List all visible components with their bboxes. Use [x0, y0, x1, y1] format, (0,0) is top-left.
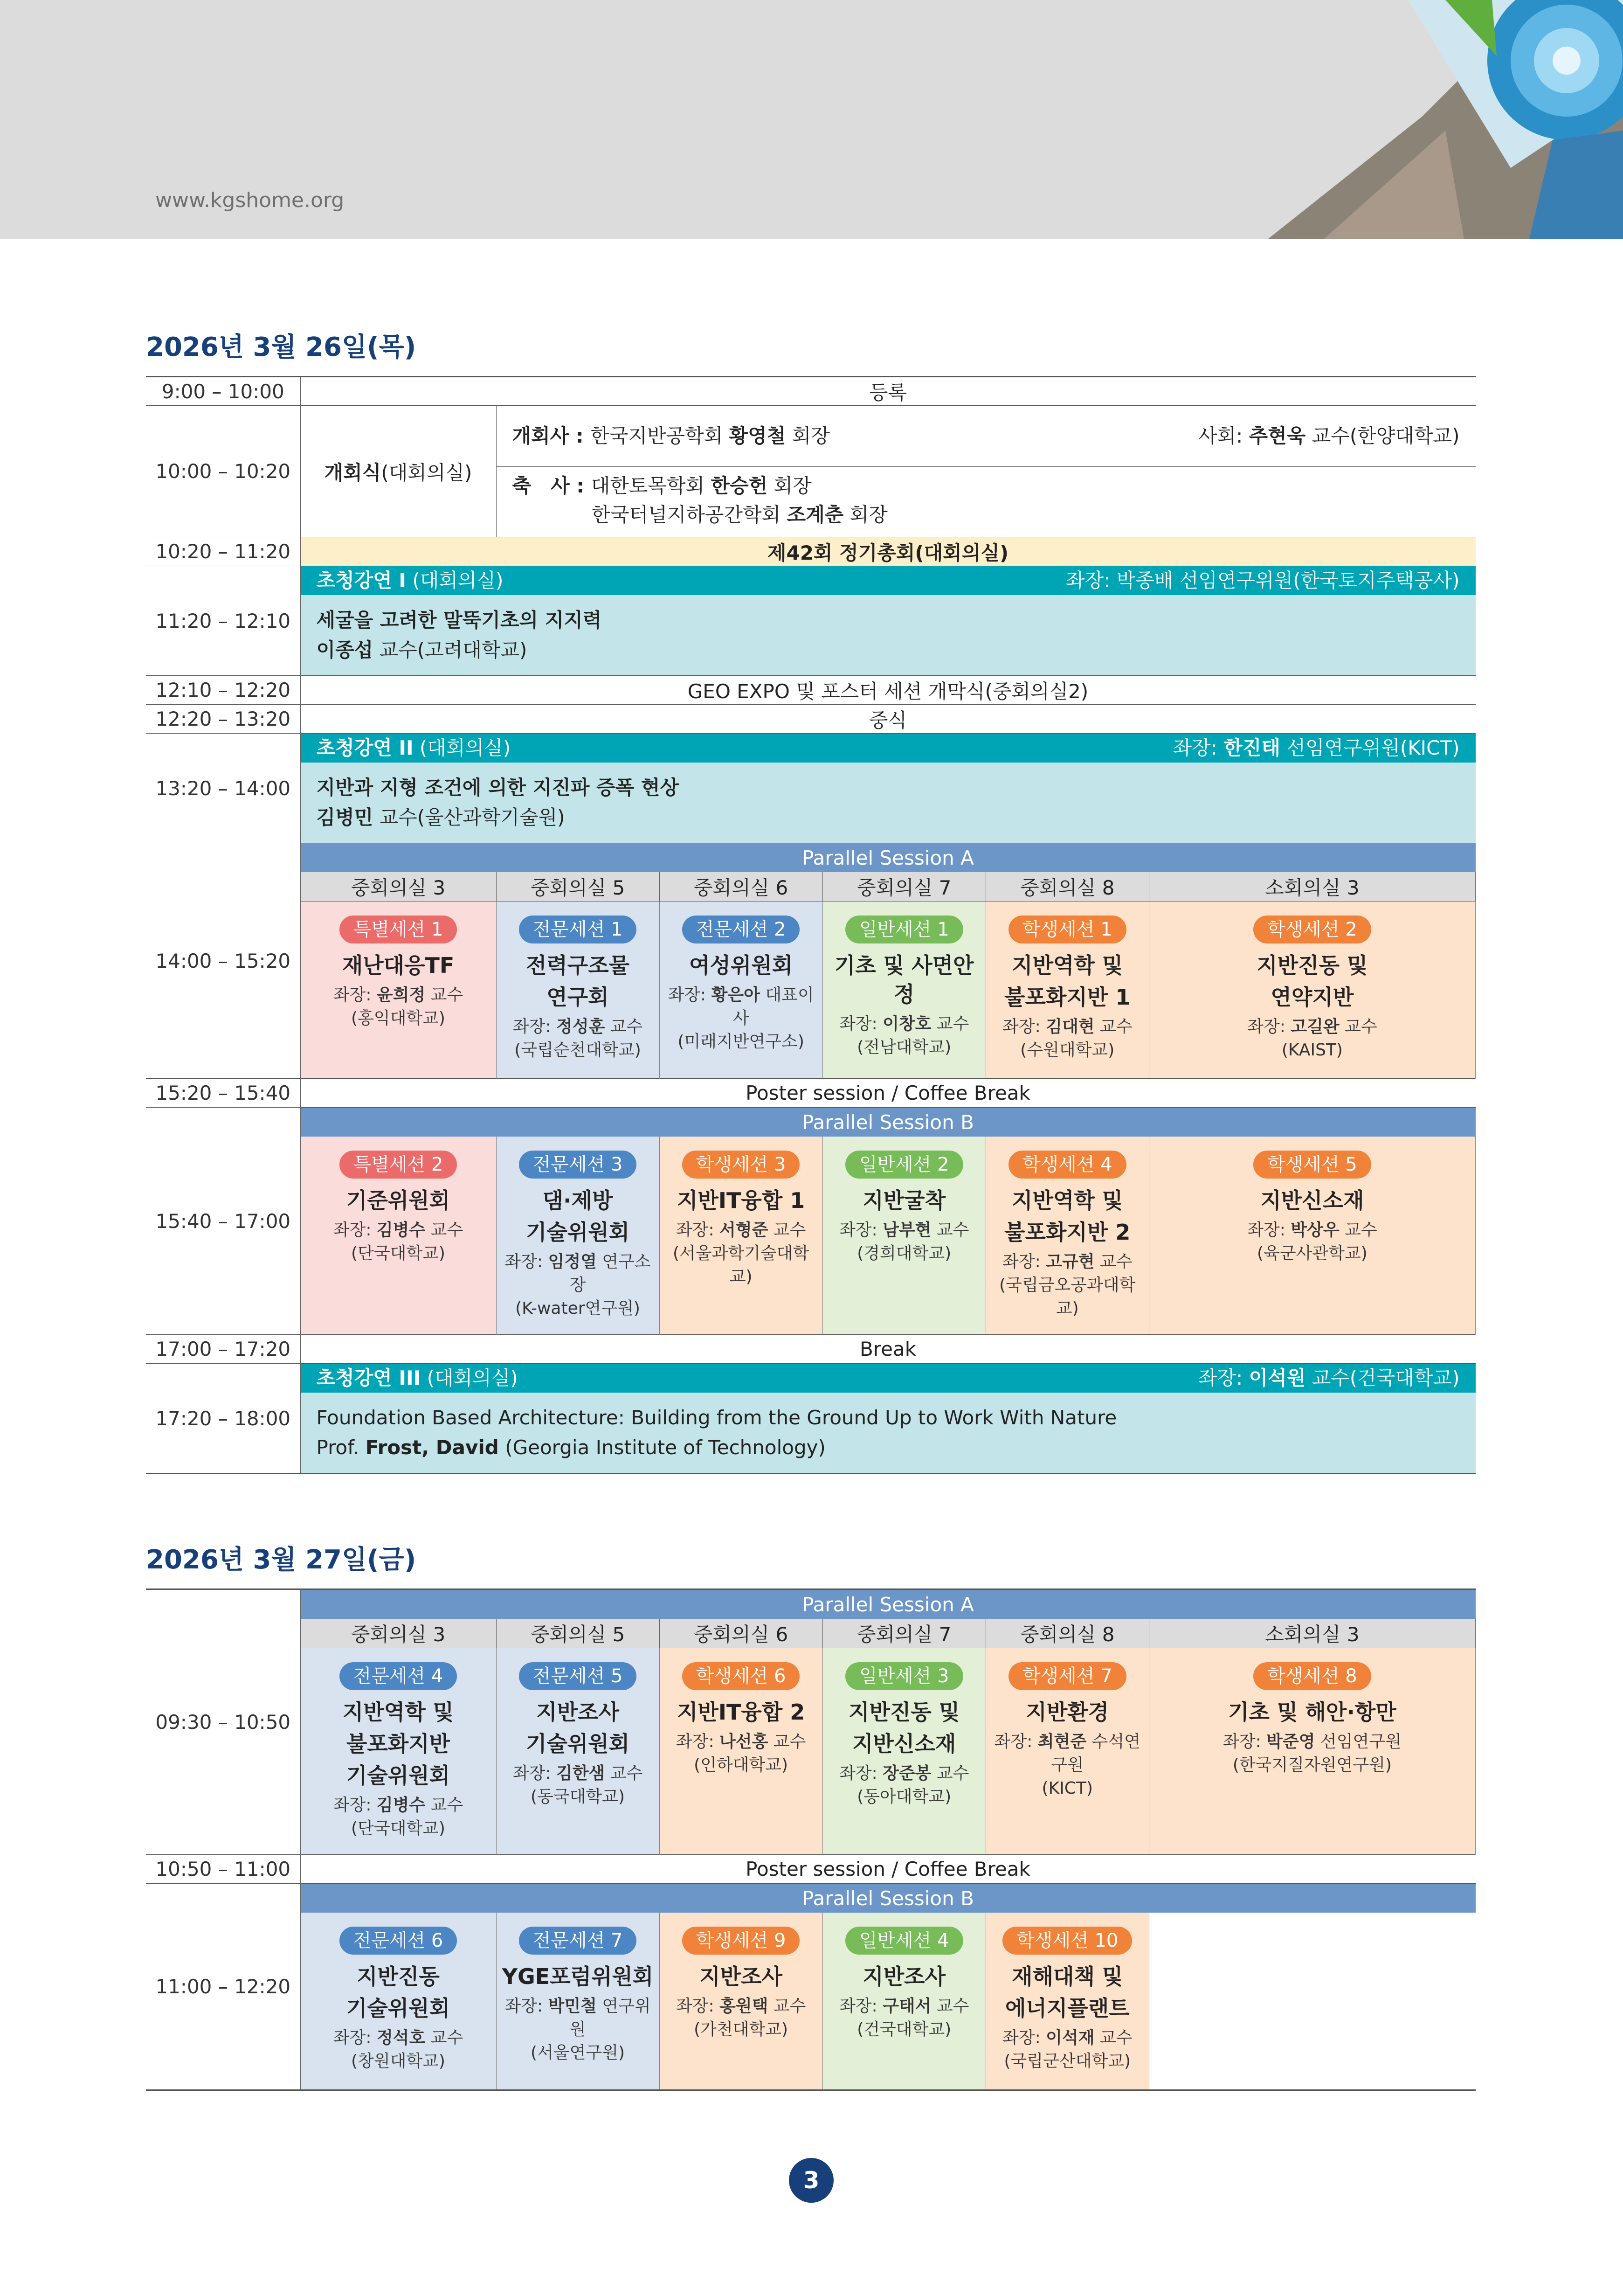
session-title: YGE포럼위원회	[502, 1964, 654, 1989]
d2-psB-sessions-row	[146, 1913, 1476, 2090]
room-label: 중회의실 8	[986, 872, 1149, 902]
session-cell	[986, 1137, 1149, 1335]
session-title: 지반조사	[699, 1964, 782, 1989]
session-cell	[986, 902, 1149, 1079]
room-label: 중회의실 7	[822, 1619, 986, 1648]
lunch-row	[146, 705, 1476, 734]
room-label: 중회의실 6	[659, 1619, 822, 1648]
day1-schedule-table	[146, 376, 1476, 1474]
session-chair: 좌장: 이석재 교수 (국립군산대학교)	[1002, 2028, 1133, 2071]
session-badge: 학생세션 7	[1008, 1662, 1126, 1690]
session-badge: 전문세션 5	[519, 1662, 637, 1690]
page-number: 3	[789, 2158, 834, 2203]
session-title: 지반굴착	[863, 1188, 946, 1213]
room-label: 소회의실 3	[1149, 872, 1475, 902]
page-header	[0, 0, 1623, 239]
session-cell	[1149, 902, 1475, 1079]
session-title: 지반IT융합 2	[677, 1699, 805, 1725]
parallel-session-a-label: Parallel Session A	[300, 843, 1476, 873]
session-title: 기술위원회	[346, 1996, 450, 2021]
parallel-session-a-label: Parallel Session A	[300, 1589, 1476, 1619]
session-cell	[496, 1137, 659, 1335]
session-cell	[300, 1648, 496, 1855]
room-label: 중회의실 8	[986, 1619, 1149, 1648]
session-title: 지반조사	[863, 1964, 946, 1989]
room-label: 중회의실 5	[496, 872, 659, 902]
session-cell	[659, 902, 822, 1079]
room-label: 중회의실 5	[496, 1619, 659, 1648]
parallel-session-b-label: Parallel Session B	[300, 1884, 1476, 1913]
session-title: 지반조사	[536, 1699, 619, 1725]
d2-psA-room-row	[146, 1619, 1476, 1648]
time-cell: 17:20 – 18:00	[146, 1364, 300, 1474]
session-badge: 일반세션 3	[845, 1662, 963, 1690]
session-chair: 좌장: 장준봉 교수 (동아대학교)	[839, 1764, 969, 1806]
session-title: 지반신소재	[852, 1731, 956, 1756]
room-label: 중회의실 3	[300, 1619, 496, 1648]
time-cell: 13:20 – 14:00	[146, 734, 300, 843]
poster-label: Poster session / Coffee Break	[300, 1855, 1476, 1884]
keynote2-header: 초청강연 II (대회의실) 좌장: 한진태 선임연구위원(KICT)	[300, 734, 1476, 763]
session-title: 연구회	[546, 985, 609, 1010]
session-cell	[822, 902, 986, 1079]
psA-bar-row	[146, 843, 1476, 873]
session-badge: 학생세션 2	[1253, 916, 1371, 943]
keynote2-chair: 좌장: 한진태 선임연구위원(KICT)	[1173, 736, 1460, 759]
time-cell: 11:00 – 12:20	[146, 1884, 300, 2090]
session-chair: 좌장: 남부현 교수 (경희대학교)	[839, 1221, 969, 1263]
psB-sessions-row	[146, 1137, 1476, 1335]
session-title: 지반IT융합 1	[677, 1188, 805, 1213]
session-chair: 좌장: 서형준 교수 (서울과학기술대학교)	[672, 1221, 809, 1286]
session-chair: 좌장: 정성훈 교수 (국립순천대학교)	[512, 1017, 643, 1060]
session-chair: 좌장: 김병수 교수 (단국대학교)	[333, 1796, 463, 1838]
session-title: 지반역학 및	[342, 1699, 454, 1725]
keynote3-row	[146, 1364, 1476, 1393]
session-badge: 일반세션 4	[845, 1927, 963, 1955]
session-title: 기초 및 해안·항만	[1228, 1699, 1396, 1725]
session-chair: 좌장: 김병수 교수 (단국대학교)	[333, 1221, 463, 1263]
lunch-label: 중식	[300, 705, 1476, 734]
session-title: 재해대책 및	[1012, 1964, 1123, 1989]
time-cell: 12:20 – 13:20	[146, 705, 300, 734]
psA-sessions-row	[146, 902, 1476, 1079]
opening-speech: 개회사 : 한국지반공학회 황영철 회장	[512, 424, 830, 447]
registration-label: 등록	[300, 377, 1476, 406]
day2-schedule-table	[146, 1588, 1476, 2091]
session-cell	[496, 1648, 659, 1855]
session-title: 연약지반	[1271, 985, 1354, 1010]
time-cell: 14:00 – 15:20	[146, 843, 300, 1079]
time-cell: 10:00 – 10:20	[146, 406, 300, 537]
keynote3-header: 초청강연 III (대회의실) 좌장: 이석원 교수(건국대학교)	[300, 1364, 1476, 1393]
keynote3-body-row	[146, 1393, 1476, 1474]
keynote2-body-row	[146, 763, 1476, 843]
session-cell	[1149, 1648, 1475, 1855]
general-assembly-label: 제42회 정기총회(대회의실)	[300, 537, 1476, 566]
keynote3-body	[300, 1393, 1476, 1474]
session-badge: 전문세션 6	[339, 1927, 457, 1955]
session-chair: 좌장: 최현준 수석연구원 (KICT)	[994, 1732, 1140, 1798]
session-title: 전력구조물	[525, 953, 630, 978]
session-chair: 좌장: 김한샘 교수 (동국대학교)	[512, 1764, 643, 1806]
d2-psA-sessions-row	[146, 1648, 1476, 1855]
d2-psA-bar-row	[146, 1589, 1476, 1619]
session-title: 기술위원회	[525, 1220, 630, 1245]
day2-title: 2026년 3월 27일(금)	[146, 1545, 416, 1575]
session-chair: 좌장: 박민철 연구위원 (서울연구원)	[504, 1997, 651, 2062]
session-title: 기술위원회	[525, 1731, 630, 1756]
general-assembly-row	[146, 537, 1476, 566]
keynote3-speaker: Prof. Frost, David (Georgia Institute of Technology)	[316, 1436, 826, 1459]
session-chair: 좌장: 고길완 교수 (KAIST)	[1247, 1017, 1377, 1060]
time-cell: 10:20 – 11:20	[146, 537, 300, 566]
session-title: 댐·제방	[542, 1188, 613, 1213]
session-chair: 좌장: 김대현 교수 (수원대학교)	[1002, 1017, 1133, 1060]
session-title: 불포화지반 1	[1004, 985, 1131, 1010]
psB-bar-row	[146, 1108, 1476, 1137]
session-badge: 일반세션 1	[845, 916, 963, 943]
keynote2-row	[146, 734, 1476, 763]
time-cell: 15:40 – 17:00	[146, 1108, 300, 1335]
psA-room-row	[146, 872, 1476, 902]
session-badge: 학생세션 9	[682, 1927, 800, 1955]
session-badge: 전문세션 7	[519, 1927, 637, 1955]
keynote1-header: 초청강연 I (대회의실) 좌장: 박종배 선임연구위원(한국토지주택공사)	[300, 566, 1476, 596]
expo-row	[146, 676, 1476, 705]
room-label: 중회의실 3	[300, 872, 496, 902]
session-cell	[822, 1137, 986, 1335]
session-title: 재난대응TF	[342, 953, 455, 978]
time-cell: 12:10 – 12:20	[146, 676, 300, 705]
session-title: 기초 및 사면안정	[834, 953, 974, 1007]
congratulatory-speech: 축 사 : 대한토목학회 한승헌 회장 한국터널지하공간학회 조계춘 회장	[512, 474, 888, 526]
session-chair: 좌장: 임정열 연구소장 (K-water연구원)	[504, 1252, 651, 1318]
keynote1-chair: 좌장: 박종배 선임연구위원(한국토지주택공사)	[1066, 569, 1460, 592]
day1-title: 2026년 3월 26일(목)	[146, 332, 416, 362]
session-badge: 학생세션 8	[1253, 1662, 1371, 1690]
keynote3-title: Foundation Based Architecture: Building from the Ground Up to Work With Nature	[316, 1406, 1117, 1429]
keynote1-speaker: 이종섭 교수(고려대학교)	[316, 638, 527, 661]
keynote1-title: 세굴을 고려한 말뚝기초의 지지력	[316, 609, 602, 631]
empty-session-cell	[1149, 1913, 1475, 2090]
break-row	[146, 1335, 1476, 1364]
site-url[interactable]: www.kgshome.org	[155, 188, 345, 212]
keynote2-title: 지반과 지형 조건에 의한 지진파 증폭 현상	[316, 776, 679, 799]
session-chair: 좌장: 황은아 대표이사 (미래지반연구소)	[668, 985, 814, 1051]
session-cell	[986, 1913, 1149, 2090]
time-cell: 10:50 – 11:00	[146, 1855, 300, 1884]
session-title: 지반진동	[357, 1964, 440, 1989]
time-cell: 17:00 – 17:20	[146, 1335, 300, 1364]
session-cell	[300, 1137, 496, 1335]
session-badge: 학생세션 3	[682, 1151, 800, 1179]
d2-poster-row	[146, 1855, 1476, 1884]
session-cell	[986, 1648, 1149, 1855]
session-cell	[659, 1137, 822, 1335]
session-title: 에너지플랜트	[1005, 1996, 1130, 2021]
registration-row	[146, 377, 1476, 406]
session-title: 지반진동 및	[1257, 953, 1368, 978]
session-chair: 좌장: 나선홍 교수 (인하대학교)	[676, 1732, 806, 1775]
session-badge: 학생세션 10	[1002, 1927, 1132, 1955]
keynote2-body	[300, 763, 1476, 843]
session-cell	[300, 1913, 496, 2090]
master-of-ceremony: 사회: 추현욱 교수(한양대학교)	[1198, 424, 1460, 447]
session-cell	[1149, 1137, 1475, 1335]
opening-details	[496, 406, 1476, 537]
session-cell	[822, 1648, 986, 1855]
keynote1-body	[300, 595, 1476, 676]
session-title: 기준위원회	[346, 1188, 450, 1213]
time-cell: 09:30 – 10:50	[146, 1589, 300, 1855]
session-badge: 학생세션 5	[1253, 1151, 1371, 1179]
expo-label: GEO EXPO 및 포스터 세션 개막식(중회의실2)	[300, 676, 1476, 705]
session-cell	[659, 1913, 822, 2090]
session-badge: 전문세션 1	[519, 916, 637, 943]
session-badge: 전문세션 4	[339, 1662, 457, 1690]
room-label: 중회의실 7	[822, 872, 986, 902]
session-badge: 학생세션 4	[1008, 1151, 1126, 1179]
session-title: 지반환경	[1026, 1699, 1109, 1725]
session-cell	[300, 902, 496, 1079]
session-chair: 좌장: 이창호 교수 (전남대학교)	[839, 1014, 969, 1057]
time-cell: 11:20 – 12:10	[146, 566, 300, 676]
keynote1-row	[146, 566, 1476, 596]
time-cell: 15:20 – 15:40	[146, 1079, 300, 1108]
d2-psB-bar-row	[146, 1884, 1476, 1913]
poster-label: Poster session / Coffee Break	[300, 1079, 1476, 1108]
poster-row	[146, 1079, 1476, 1108]
session-title: 기술위원회	[346, 1763, 450, 1788]
break-label: Break	[300, 1335, 1476, 1364]
session-title: 지반신소재	[1260, 1188, 1364, 1213]
session-cell	[659, 1648, 822, 1855]
session-badge: 학생세션 6	[682, 1662, 800, 1690]
session-title: 지반역학 및	[1012, 1188, 1123, 1213]
session-title: 불포화지반	[346, 1731, 450, 1756]
session-badge: 전문세션 3	[519, 1151, 637, 1179]
parallel-session-b-label: Parallel Session B	[300, 1108, 1476, 1137]
keynote3-chair: 좌장: 이석원 교수(건국대학교)	[1198, 1367, 1460, 1389]
session-badge: 일반세션 2	[845, 1151, 963, 1179]
session-chair: 좌장: 고규현 교수 (국립금오공과대학교)	[999, 1252, 1136, 1318]
session-chair: 좌장: 윤희정 교수 (홍익대학교)	[333, 985, 463, 1028]
room-label: 중회의실 6	[659, 872, 822, 902]
session-badge: 학생세션 1	[1008, 916, 1126, 943]
session-chair: 좌장: 홍원택 교수 (가천대학교)	[676, 1997, 806, 2039]
session-chair: 좌장: 정석호 교수 (창원대학교)	[333, 2028, 463, 2071]
session-title: 불포화지반 2	[1004, 1220, 1131, 1245]
session-title: 여성위원회	[689, 953, 793, 978]
session-badge: 특별세션 1	[339, 916, 457, 943]
session-chair: 좌장: 구태서 교수 (건국대학교)	[839, 1997, 969, 2039]
session-badge: 특별세션 2	[339, 1151, 457, 1179]
time-cell: 9:00 – 10:00	[146, 377, 300, 406]
session-cell	[822, 1913, 986, 2090]
session-title: 지반진동 및	[849, 1699, 960, 1725]
header-tunnel-image	[1268, 0, 1623, 239]
opening-ceremony-label: 개회식(대회의실)	[300, 406, 496, 537]
keynote1-body-row	[146, 595, 1476, 676]
session-badge: 전문세션 2	[682, 916, 800, 943]
keynote2-speaker: 김병민 교수(울산과학기술원)	[316, 806, 565, 829]
room-label: 소회의실 3	[1149, 1619, 1475, 1648]
session-chair: 좌장: 박준영 선임연구원 (한국지질자원연구원)	[1223, 1732, 1402, 1775]
session-cell	[496, 1913, 659, 2090]
opening-row	[146, 406, 1476, 537]
session-cell	[496, 902, 659, 1079]
session-title: 지반역학 및	[1012, 953, 1123, 978]
session-chair: 좌장: 박상우 교수 (육군사관학교)	[1247, 1221, 1377, 1263]
